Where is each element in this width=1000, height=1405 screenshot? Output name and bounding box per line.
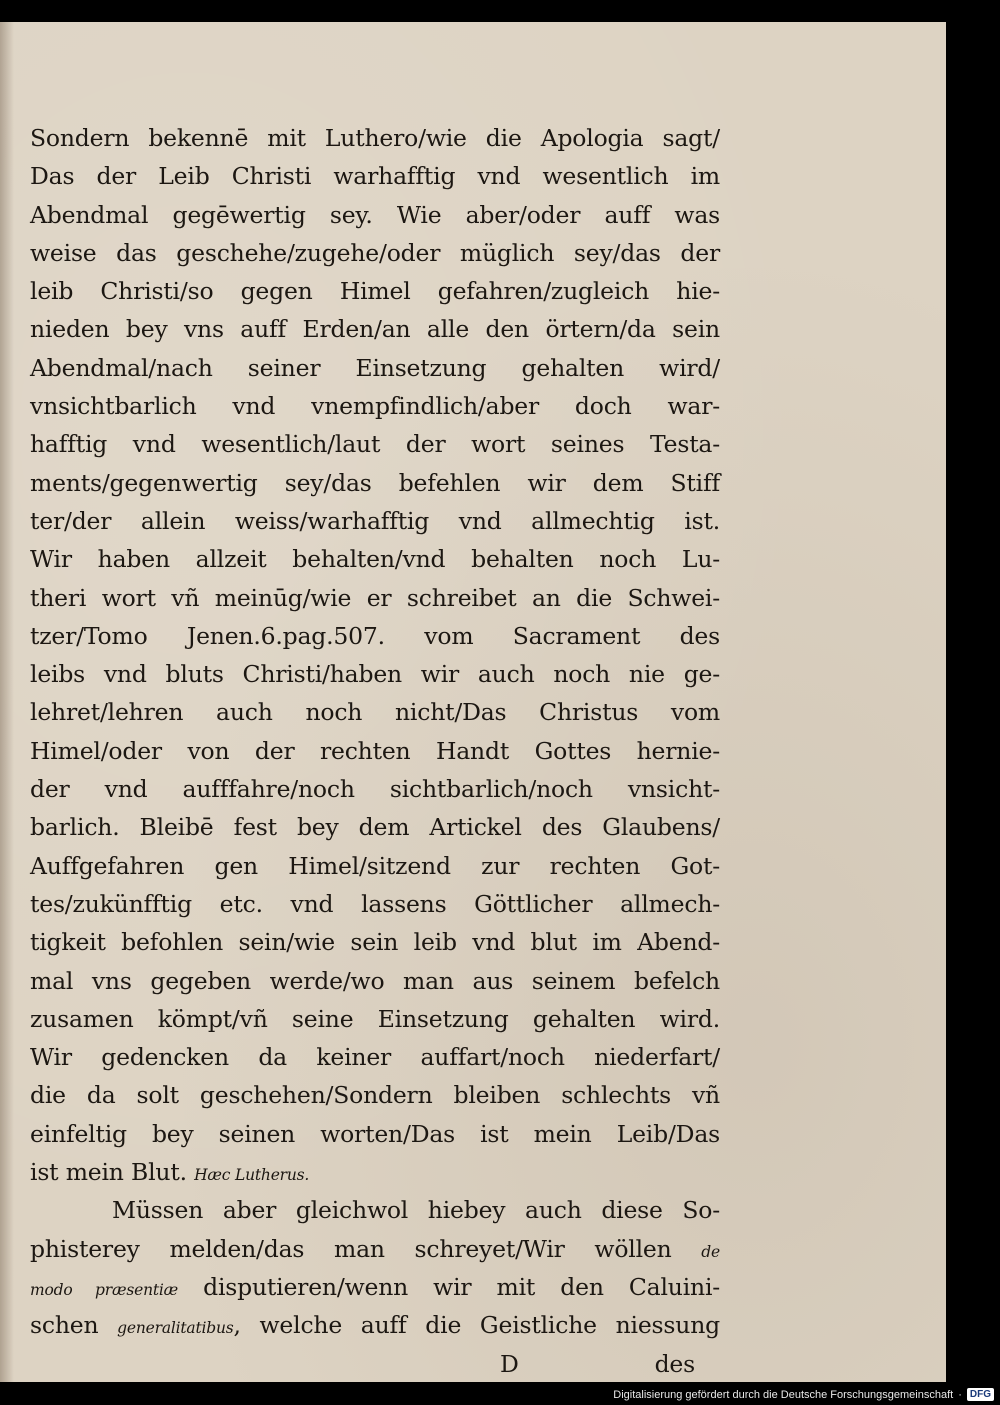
latin-citation: Hæc Lutherus. [194, 1166, 310, 1185]
book-page [0, 22, 946, 1382]
text-line: vnsichtbarlich vnd vnempfindlich/aber doch war- [30, 392, 720, 421]
text-line: ments/gegenwertig sey/das befehlen wir dem Stiff [30, 468, 720, 497]
separator: · [958, 1388, 962, 1401]
text-line: nieden bey vns auff Erden/an alle den örtern/da sein [30, 315, 720, 344]
text-line: Himel/oder von der rechten Handt Gottes hernie- [30, 736, 720, 765]
text-line: weise das geschehe/zugehe/oder müglich sey/das der [30, 238, 720, 267]
text-line: Abendmal/nach seiner Einsetzung gehalten wird/ [30, 353, 720, 382]
text-line: Das der Leib Christi warhafftig vnd wesentlich im [30, 162, 720, 191]
text-line [30, 1153, 720, 1191]
text-line: tigkeit befohlen sein/wie sein leib vnd blut im Abend- [30, 928, 720, 957]
signature-mark: D [500, 1349, 519, 1378]
text-segment: schen [30, 1311, 118, 1340]
text-line: theri wort vñ meinūg/wie er schreibet an die Schwei- [30, 583, 720, 612]
text-line: leib Christi/so gegen Himel gefahren/zugleich hie- [30, 277, 720, 306]
text-line: barlich. Bleibē fest bey dem Artickel des Glaubens/ [30, 813, 720, 842]
text-line: der vnd aufffahre/noch sichtbarlich/noch vnsicht- [30, 775, 720, 804]
text-line [30, 1268, 720, 1306]
latin-term: modo præsentiæ [30, 1280, 179, 1299]
catchword: des [654, 1349, 695, 1378]
text-line: Wir haben allzeit behalten/vnd behalten noch Lu- [30, 545, 720, 574]
text-line: tes/zukünfftig etc. vnd lassens Göttlicher allmech- [30, 889, 720, 918]
text-line: tzer/Tomo Jenen.6.pag.507. vom Sacrament des [30, 621, 720, 650]
text-line: Sondern bekennē mit Luthero/wie die Apologia sagt/ [30, 124, 720, 152]
digitization-credit [613, 1388, 994, 1401]
text-line: die da solt geschehen/Sondern bleiben schlechts vñ [30, 1081, 720, 1110]
signature-line [30, 1345, 720, 1383]
text-line: einfeltig bey seinen worten/Das ist mein Leib/Das [30, 1119, 720, 1148]
text-line: ter/der allein weiss/warhafftig vnd allmechtig ist. [30, 506, 720, 535]
text-line: Abendmal gegēwertig sey. Wie aber/oder auff was [30, 200, 720, 229]
latin-term: de [701, 1242, 720, 1261]
credit-text: Digitalisierung gefördert durch die Deutsche Forschungsgemeinschaft [613, 1388, 954, 1401]
text-segment: ist mein Blut. [30, 1158, 195, 1187]
text-line: hafftig vnd wesentlich/laut der wort seines Testa- [30, 430, 720, 459]
latin-term: generalitatibus [117, 1319, 234, 1338]
text-segment: disputieren/wenn wir mit den Caluini- [178, 1272, 720, 1301]
text-segment: phisterey melden/das man schreyet/Wir wöllen [30, 1234, 702, 1263]
text-line: Wir gedencken da keiner auffart/noch niederfart/ [30, 1043, 720, 1072]
text-line [30, 1306, 720, 1344]
text-line: mal vns gegeben werde/wo man aus seinem befelch [30, 966, 720, 995]
text-line: zusamen kömpt/vñ seine Einsetzung gehalten wird. [30, 1004, 720, 1033]
page-text [30, 119, 720, 1383]
text-line: Auffgefahren gen Himel/sitzend zur rechten Got- [30, 851, 720, 880]
text-line: lehret/lehren auch noch nicht/Das Christus vom [30, 698, 720, 727]
text-line [30, 1230, 720, 1268]
text-line-indented: Müssen aber gleichwol hiebey auch diese So- [112, 1196, 720, 1225]
text-line: leibs vnd bluts Christi/haben wir auch noch nie ge- [30, 660, 720, 689]
dfg-logo: DFG [967, 1388, 994, 1401]
text-segment: , welche auff die Geistliche niessung [233, 1311, 720, 1340]
